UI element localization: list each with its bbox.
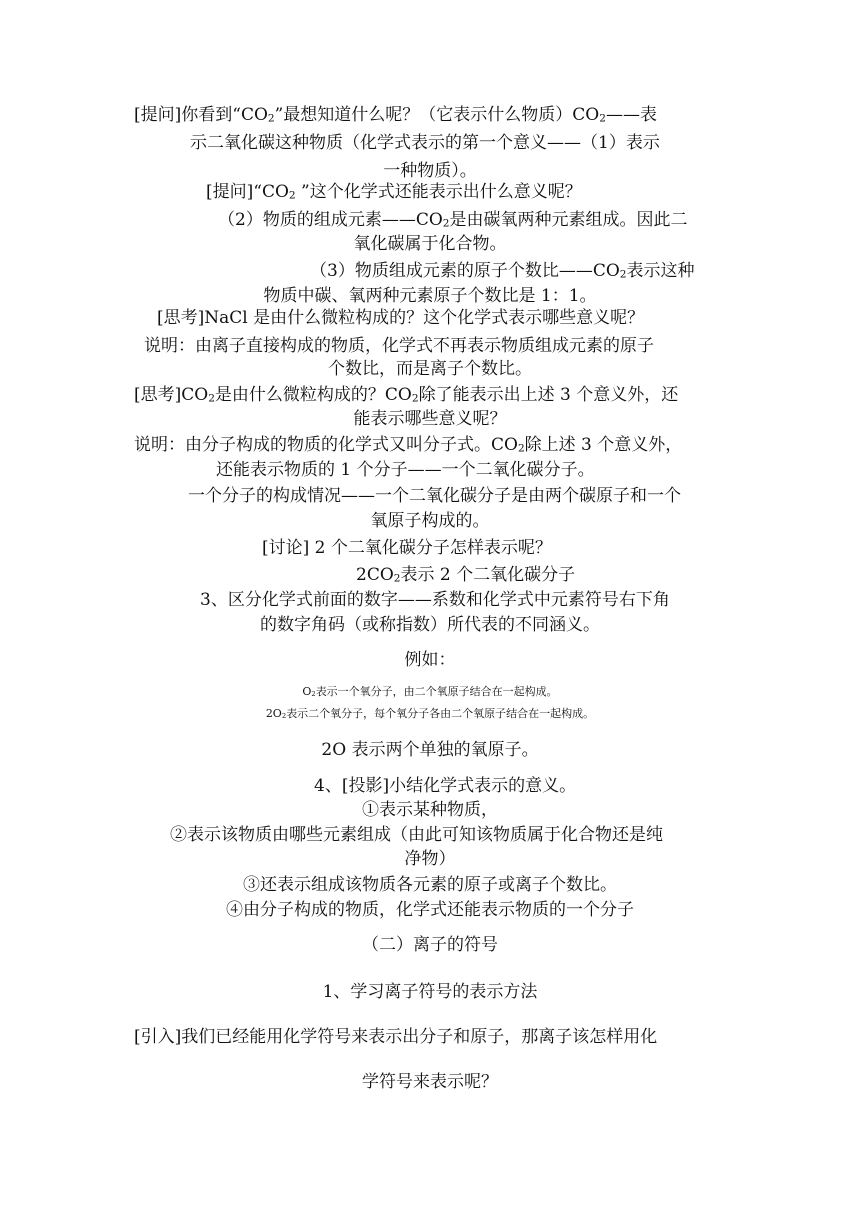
- text-run: 表示 2 个二氧化碳分子: [400, 565, 576, 585]
- text-line: [157, 306, 644, 330]
- text-run: （2）物质的组成元素——CO: [218, 210, 443, 230]
- text-run: 学符号来表示呢？: [362, 1072, 498, 1092]
- text-run: 表示一个氧分子，由二个氧原子结合在一起构成。: [315, 685, 558, 698]
- text-line: [0, 509, 860, 533]
- text-run: 说明：由分子构成的物质的化学式又叫分子式。CO: [134, 435, 518, 455]
- subscript: 2: [442, 217, 450, 230]
- text-line: [0, 738, 860, 762]
- text-line: [170, 823, 663, 847]
- text-run: 例如：: [404, 650, 456, 670]
- text-line: [0, 1070, 860, 1094]
- text-run: ——表: [605, 105, 657, 125]
- text-run: ②表示该物质由哪些元素组成（由此可知该物质属于化合物还是纯: [170, 825, 663, 845]
- text-run: 一个分子的构成情况——一个二氧化碳分子是由两个碳原子和一个: [188, 486, 681, 506]
- text-line: [0, 705, 860, 723]
- text-run: 2CO: [356, 565, 394, 585]
- subscript: 2: [393, 572, 401, 585]
- text-line: [0, 980, 860, 1004]
- text-run: ③还表示组成该物质各元素的原子或离子个数比。: [243, 875, 617, 895]
- text-line: [0, 898, 860, 922]
- text-line: [200, 588, 670, 612]
- text-run: 表示这种: [626, 261, 695, 281]
- text-line: [0, 798, 860, 822]
- text-run: 的数字角码（或称指数）所代表的不同涵义。: [260, 615, 600, 635]
- text-run: ①表示某种物质，: [362, 800, 498, 820]
- text-run: [提问]“CO: [206, 182, 289, 202]
- text-line: [262, 536, 552, 560]
- text-line: [310, 259, 694, 283]
- text-run: 物质中碳、氧两种元素原子个数比是 1：1。: [263, 286, 597, 306]
- text-line: [218, 208, 687, 232]
- text-run: 说明：由离子直接构成的物质，化学式不再表示物质组成元素的原子: [144, 336, 654, 356]
- text-run: （3）物质组成元素的原子个数比——CO: [310, 261, 620, 281]
- text-line: [134, 1025, 657, 1049]
- text-run: 氧化碳属于化合物。: [353, 234, 507, 254]
- text-run: 表示二个氧分子，每个氧分子各由二个氧原子结合在一起构成。: [286, 707, 595, 720]
- text-run: 是由碳氧两种元素组成。因此二: [449, 210, 688, 230]
- text-line: [0, 232, 860, 256]
- text-line: [134, 433, 682, 457]
- text-line: [190, 131, 660, 155]
- subscript: 2: [208, 392, 215, 405]
- text-line: [144, 334, 654, 358]
- subscript: 2: [281, 712, 287, 721]
- text-run: 除了能表示出上述 3 个意义外，还: [418, 385, 679, 405]
- text-run: 一种物质）。: [383, 161, 477, 181]
- text-line: [216, 458, 595, 482]
- text-line: [0, 407, 860, 431]
- subscript: 2: [517, 442, 525, 455]
- text-line: [0, 357, 860, 381]
- text-run: O: [302, 685, 312, 698]
- section-heading: [0, 933, 860, 957]
- text-run: 1、学习离子符号的表示方法: [322, 982, 538, 1002]
- text-line: [314, 774, 576, 798]
- subscript: 2: [619, 268, 627, 281]
- subscript: 2: [267, 112, 275, 125]
- subscript: 2: [411, 392, 419, 405]
- subscript: 2: [311, 690, 316, 699]
- text-run: [思考]NaCl 是由什么微粒构成的？这个化学式表示哪些意义呢？: [157, 308, 645, 328]
- text-run: （二）离子的符号: [362, 935, 498, 955]
- subscript: 2: [288, 189, 296, 202]
- text-line: [0, 613, 860, 637]
- text-run: 净物）: [404, 849, 456, 869]
- text-line: [134, 103, 657, 127]
- subscript: 2: [599, 112, 606, 125]
- text-line: [0, 683, 860, 701]
- text-run: 除上述 3 个意义外，: [524, 435, 683, 455]
- text-run: [讨论] 2 个二氧化碳分子怎样表示呢？: [262, 538, 552, 558]
- text-run: [引入]我们已经能用化学符号来表示出分子和原子，那离子该怎样用化: [134, 1027, 658, 1047]
- text-run: 还能表示物质的 1 个分子——一个二氧化碳分子。: [216, 460, 595, 480]
- text-run: 3、区分化学式前面的数字——系数和化学式中元素符号右下角: [200, 590, 670, 610]
- text-line: [188, 484, 681, 508]
- text-run: 2O: [265, 707, 282, 720]
- text-run: 氧原子构成的。: [370, 511, 490, 531]
- text-line: [356, 563, 575, 587]
- text-run: 能表示哪些意义呢？: [353, 409, 507, 429]
- text-line: [134, 383, 678, 407]
- text-line: [0, 873, 860, 897]
- text-line: [0, 648, 860, 672]
- text-run: 个数比，而是离子个数比。: [328, 359, 532, 379]
- text-line: [0, 284, 860, 308]
- text-run: 是由什么微粒构成的？CO: [214, 385, 412, 405]
- text-run: ”最想知道什么呢？（它表示什么物质）CO: [274, 105, 600, 125]
- text-run: 示二氧化碳这种物质（化学式表示的第一个意义——（1）表示: [190, 133, 660, 153]
- text-run: [思考]CO: [134, 385, 209, 405]
- text-run: [提问]你看到“CO: [134, 105, 268, 125]
- text-line: [0, 847, 860, 871]
- text-run: ④由分子构成的物质，化学式还能表示物质的一个分子: [226, 900, 634, 920]
- text-run: 2O 表示两个单独的氧原子。: [321, 740, 539, 760]
- text-run: 4、[投影]小结化学式表示的意义。: [314, 776, 577, 796]
- text-run: ”这个化学式还能表示出什么意义呢？: [295, 182, 582, 202]
- text-line: [206, 180, 582, 204]
